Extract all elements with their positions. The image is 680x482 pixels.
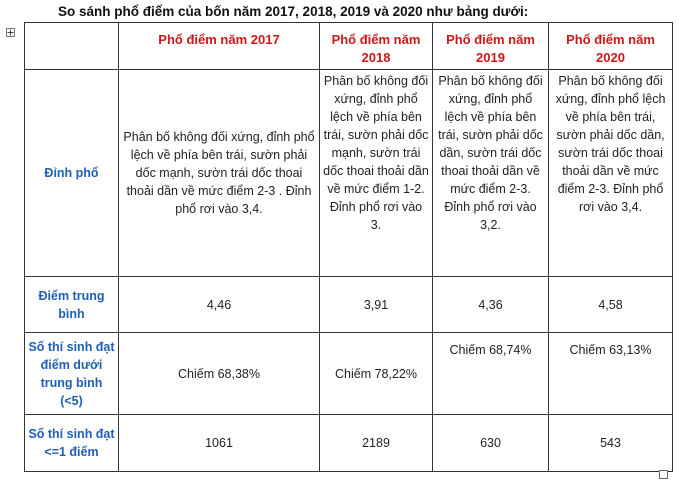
row-label-low-score: Số thí sinh đạt <=1 điểm [25,415,119,472]
row-label-below-average: Số thí sinh đạt điểm dưới trung bình (<5) [25,333,119,415]
score-comparison-table [24,22,673,472]
cell-peak-2020: Phân bố không đối xứng, đỉnh phổ lệch về phía bên trái, sườn phải dốc dần, sườn trái dốc thoai thoải dần về mức điểm 2-3. Đỉnh phổ rơi vào 3,4. [549,70,673,277]
header-cell-2018: Phổ điểm năm 2018 [320,23,433,70]
row-label-average: Điểm trung bình [25,277,119,333]
table-row-average [25,277,673,333]
cell-average-2020: 4,58 [549,277,673,333]
cell-average-2017: 4,46 [119,277,320,333]
table-row-below-average [25,333,673,415]
table-move-handle-icon[interactable] [6,28,15,37]
table-resize-handle-icon[interactable] [659,470,668,479]
header-cell-empty [25,23,119,70]
cell-low-score-2018: 2189 [320,415,433,472]
cell-peak-2017: Phân bố không đối xứng, đỉnh phổ lệch về phía bên trái, sườn phải dốc mạnh, sườn trái dốc thoai thoải dần về mức điểm 2-3 . Đỉnh phổ rơi vào 3,4. [119,70,320,277]
cell-below-average-2017: Chiếm 68,38% [119,333,320,415]
cell-peak-2019: Phân bố không đối xứng, đỉnh phổ lệch về phía bên trái, sườn phải dốc dần, sườn trái dốc thoai thoải dần về mức điểm 2-3. Đỉnh phổ rơi vào 3,2. [433,70,549,277]
cell-low-score-2020: 543 [549,415,673,472]
cell-average-2018: 3,91 [320,277,433,333]
table-row-peak [25,70,673,277]
document-title: So sánh phổ điểm của bốn năm 2017, 2018, 2019 và 2020 như bảng dưới: [58,4,529,19]
cell-low-score-2017: 1061 [119,415,320,472]
cell-low-score-2019: 630 [433,415,549,472]
cell-average-2019: 4,36 [433,277,549,333]
cell-below-average-2018: Chiếm 78,22% [320,333,433,415]
cell-peak-2018: Phân bố không đối xứng, đỉnh phổ lệch về phía bên trái, sườn phải dốc mạnh, sườn trái dốc thoai thoải dần về mức điểm 1-2. Đỉnh phổ rơi vào 3. [320,70,433,277]
cell-below-average-2019: Chiếm 68,74% [433,333,549,415]
table-header-row [25,23,673,70]
cell-below-average-2020: Chiếm 63,13% [549,333,673,415]
row-label-peak: Đỉnh phổ [25,70,119,277]
header-cell-2020: Phổ điểm năm 2020 [549,23,673,70]
table-row-low-score [25,415,673,472]
header-cell-2019: Phổ điểm năm 2019 [433,23,549,70]
header-cell-2017: Phổ điểm năm 2017 [119,23,320,70]
